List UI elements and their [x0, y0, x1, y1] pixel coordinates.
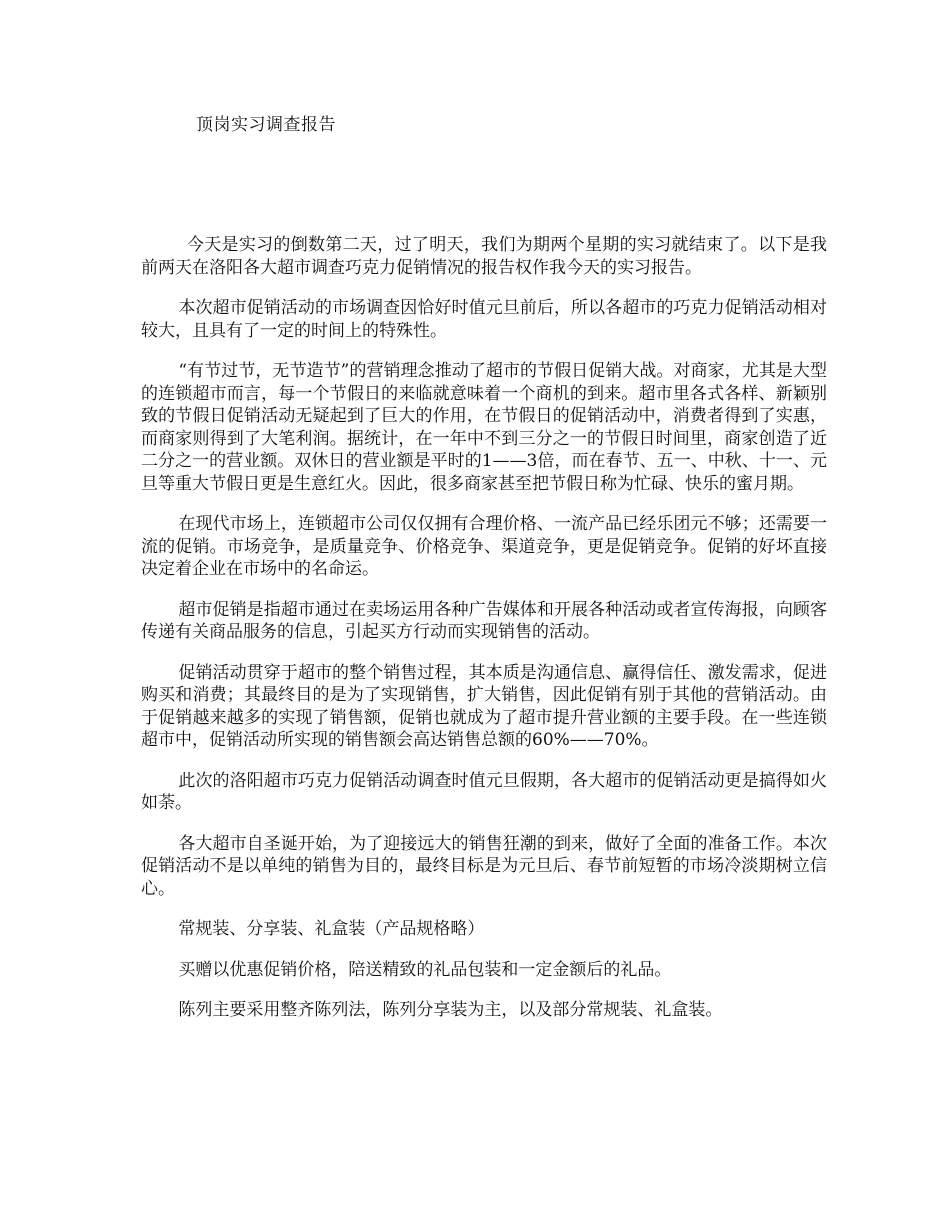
document-title: 顶岗实习调查报告 [196, 115, 336, 135]
paragraph-gift-promotion: 买赠以优惠促销价格，陪送精致的礼品包装和一定金额后的礼品。 [178, 959, 672, 980]
paragraph-promotion-definition: 超市促销是指超市通过在卖场运用各种广告媒体和开展各种活动或者宣传海报，向顾客传递有关商品服务的信息，引起买方行动而实现销售的活动。 [141, 599, 827, 642]
paragraph-product-specs: 常规装、分享装、礼盒装（产品规格略） [178, 919, 485, 939]
paragraph-survey-background: 本次超市促销活动的市场调查因恰好时值元旦前后，所以各超市的巧克力促销活动相对较大，且具有了一定的时间上的特殊性。 [141, 298, 827, 341]
paragraph-market-competition: 在现代市场上，连锁超市公司仅仅拥有合理价格、一流产品已经乐团元不够；还需要一流的促销。市场竞争，是质量竞争、价格竞争、渠道竞争，更是促销竞争。促销的好坏直接决定着企业在市场中的名命运。 [141, 514, 827, 579]
document-body [141, 234, 827, 1040]
paragraph-luoyang-survey: 此次的洛阳超市巧克力促销活动调查时值元旦假期，各大超市的促销活动更是搞得如火如荼。 [141, 770, 827, 813]
paragraph-christmas-preparation: 各大超市自圣诞开始，为了迎接远大的销售狂潮的到来，做好了全面的准备工作。本次促销活动不是以单纯的销售为目的，最终目标是为元旦后、春节前短暂的市场冷淡期树立信心。 [141, 833, 827, 899]
paragraph-intro: 今天是实习的倒数第二天，过了明天，我们为期两个星期的实习就结束了。以下是我前两天在洛阳各大超市调查巧克力促销情况的报告权作我今天的实习报告。 [141, 235, 827, 278]
paragraph-promotion-essence: 促销活动贯穿于超市的整个销售过程，其本质是沟通信息、赢得信任、激发需求，促进购买和消费；其最终目的是为了实现销售，扩大销售，因此促销有别于其他的营销活动。由于促销越来越多的实现了销售额，促销也就成为了超市提升营业额的主要手段。在一些连锁超市中，促销活动所实现的销售额会高达销售总额的60%——70%。 [141, 662, 827, 750]
paragraph-holiday-promotion: “有节过节，无节造节”的营销理念推动了超市的节假日促销大战。对商家，尤其是大型的连锁超市而言，每一个节假日的来临就意味着一个商机的到来。超市里各式各样、新颖别致的节假日促销活动无疑起到了巨大的作用，在节假日的促销活动中，消费者得到了实惠，而商家则得到了大笔利润。据统计，在一年中不到三分之一的节假日时间里，商家创造了近二分之一的营业额。双休日的营业额是平时的1——3倍，而在春节、五一、中秋、十一、元旦等重大节假日更是生意红火。因此，很多商家甚至把节假日称为忙碌、快乐的蜜月期。 [141, 361, 827, 494]
paragraph-display-method: 陈列主要采用整齐陈列法，陈列分享装为主，以及部分常规装、礼盒装。 [178, 1000, 723, 1020]
